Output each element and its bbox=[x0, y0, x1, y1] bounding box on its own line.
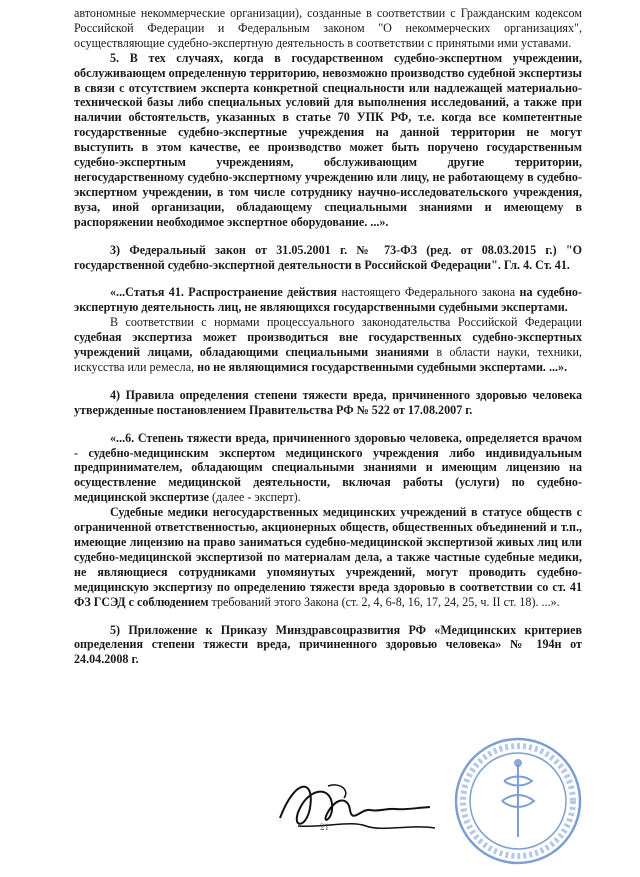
article-41-text-b: судебная экспертиза может производиться вне государственных судебно-экспертных учреждений лицами, обладающими специальными знаниями bbox=[74, 330, 582, 360]
page-mark: 21 bbox=[320, 822, 329, 832]
stamp-icon bbox=[452, 735, 584, 867]
heading-3-federal-law: 3) Федеральный закон от 31.05.2001 г. № 73-ФЗ (ред. от 08.03.2015 г.) "О государственной судебно-экспертной деятельности в Российской Федерации". Гл. 4. Ст. 41. bbox=[74, 242, 582, 272]
spacer bbox=[74, 418, 582, 431]
article-41-paragraph bbox=[74, 285, 582, 315]
article-41-mid: настоящего Федерального закона bbox=[336, 285, 520, 300]
article-41-text-d: но не являющимися государственными судебными экспертами. ...». bbox=[197, 359, 568, 374]
spacer bbox=[74, 272, 582, 285]
forensic-paragraph-bold: Судебные медики негосударственных медицинских учреждений в статусе обществ с ограниченной ответственностью, акционерных обществ, общественных объединений и т.п., имеющие лицензию на право заниматься судебно-медицинской экспертизой живых лиц или судебно-медицинской экспертизой по материалам дела, а также частные судебные медики, не являющиеся сотрудниками упомянутых учреждений, могут проводить судебно-медицинскую экспертизу по определению тяжести вреда здоровью в соответствии со ст. 41 ФЗ ГСЭД с соблюдением bbox=[74, 505, 582, 609]
clause-6 bbox=[74, 431, 582, 506]
clause-5: 5. В тех случаях, когда в государственном судебно-экспертном учреждении, обслуживающем определенную территорию, невозможно производство судебной экспертизы в связи с отсутствием эксперта конкретной специальности или надлежащей материально-технической базы либо специальных условий для выполнения исследований, а также при наличии обстоятельств, указанных в статье 70 УПК РФ, т.е. когда все компетентные государственные судебно-экспертные учреждения на данной территории не могут выступить в этом качестве, ее производство может быть поручено государственным судебно-экспертным учреждениям, обслуживающим другие территории, негосударственному судебно-экспертному учреждению или лицу, не работающему в судебно-экспертном учреждении, в том числе сотруднику научно-исследовательского учреждения, вуза, иной организации, обладающему специальными знаниями и имеющему в распоряжении необходимое экспертное оборудование. ...». bbox=[74, 50, 582, 229]
signature-icon bbox=[270, 768, 440, 848]
clause-6-regular: (далее - эксперт). bbox=[208, 490, 301, 505]
forensic-paragraph bbox=[74, 505, 582, 609]
article-41-paragraph-2 bbox=[74, 315, 582, 375]
forensic-paragraph-regular: требований этого Закона (ст. 2, 4, 6-8, 16, 17, 24, 25, ч. II ст. 18). ...». bbox=[208, 594, 560, 609]
spacer bbox=[74, 375, 582, 388]
spacer bbox=[74, 610, 582, 623]
heading-5-appendix: 5) Приложение к Приказу Минздравсоцразвития РФ «Медицинских критериев определения степени тяжести вреда, причиненного здоровью человека» № 194н от 24.04.2008 г. bbox=[74, 622, 582, 667]
article-41-lead: «...Статья 41. Распространение действия bbox=[110, 285, 337, 300]
intro-paragraph: автономные некоммерческие организации), созданные в соответствии с Гражданским кодексом Российской Федерации и Федеральным законом "О некоммерческих организациях", осуществляющие судебно-экспертную деятельность в соответствии с принятыми ими уставами. bbox=[74, 6, 582, 50]
clause-6-bold: «...6. Степень тяжести вреда, причиненного здоровью человека, определяется врачом - судебно-медицинским экспертом медицинского учреждения либо индивидуальным предпринимателем, обладающим специальными знаниями и имеющим лицензию на осуществление медицинской деятельности, включая работы (услуги) по судебно-медицинской экспертизе bbox=[74, 430, 582, 505]
article-41-tail: на судебно-экспертную деятельность лиц, не являющихся государственными судебными экспертами. bbox=[74, 285, 582, 315]
spacer bbox=[74, 230, 582, 243]
article-41-text-c: в области науки, техники, искусства или ремесла, bbox=[74, 345, 583, 374]
article-41-text-a: В соответствии с нормами процессуального законодательства Российской Федерации bbox=[110, 315, 582, 330]
heading-4-rules: 4) Правила определения степени тяжести вреда, причиненного здоровью человека утвержденные постановлением Правительства РФ № 522 от 17.08.2007 г. bbox=[74, 387, 582, 417]
